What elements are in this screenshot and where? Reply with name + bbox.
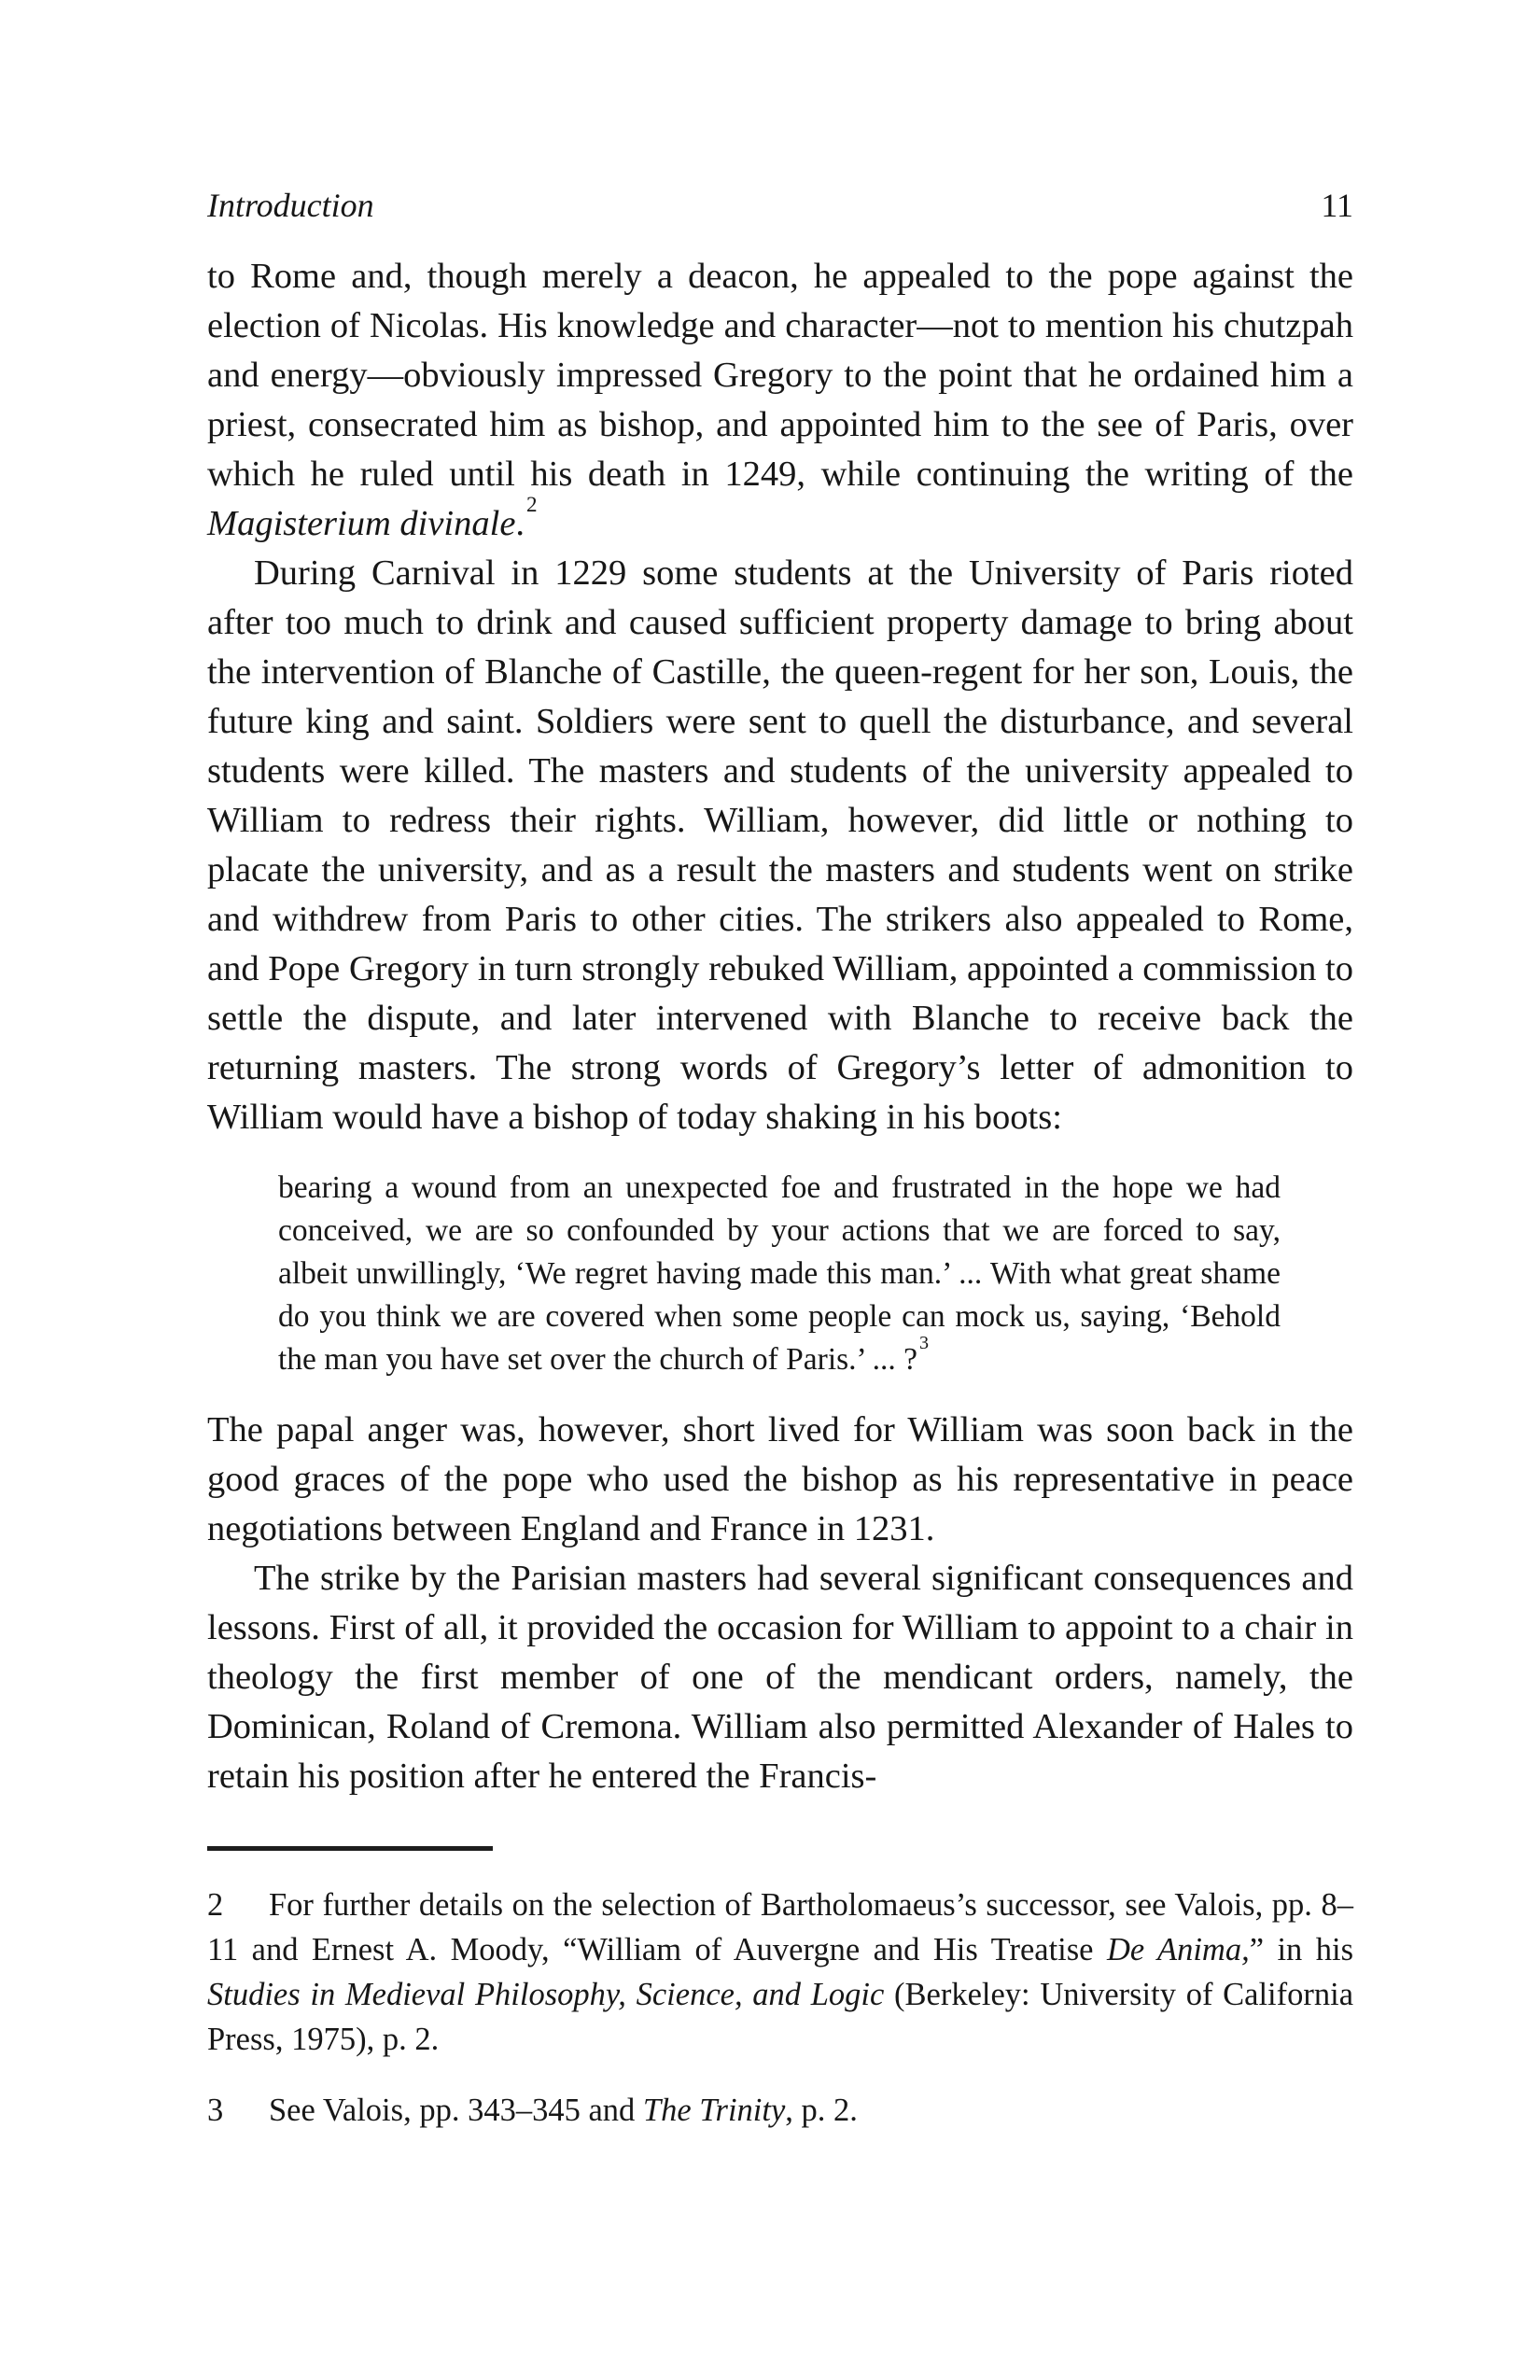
footnote-2-number: 2 [207,1887,224,1923]
paragraph-4: The strike by the Parisian masters had several significant consequences and lessons. First of all, it provided the occasion for William to appoint to a chair in theology the first member of one of the mendicant orders, namely, the Dominican, Roland of Cremona. William also permitted Alexander of Hales to retain his position after he entered the Francis- [207,1559,1353,1796]
footnote-3-text: See Valois, pp. 343–345 and The Trinity, p. 2. [269,2093,858,2128]
page-number: 11 [1321,187,1353,224]
page-content [207,185,1353,2159]
body-text [207,252,1353,1801]
block-quote: bearing a wound from an unexpected foe and frustrated in the hope we had conceived, we are so confounded by your actions that we are forced to say, albeit unwillingly, ‘We regret having made this man.’ ... With what great shame do you think we are covered when some people can mock us, saying, ‘Behold the man you have set over the church of Paris.’ ... ?$^3$ [278,1170,1281,1377]
footnote-3 [207,2088,1353,2133]
footnote-separator [207,1846,493,1851]
footnote-2-text: For further details on the selection of Bartholomaeus’s successor, see Valois, pp. 8–11 and Ernest A. Moody, “William of Auvergne and His Treatise De Anima,” in his Studies in Medieval Philosophy, Science, and Logic (Berkeley: University of California Press, 1975), p. 2. [207,1887,1354,2057]
section-title: Introduction [207,187,374,224]
footnote-2 [207,1883,1353,2062]
running-head [207,185,1353,226]
paragraph-2: During Carnival in 1229 some students at the University of Paris rioted after too much to drink and caused sufficient property damage to bring about the intervention of Blanche of Castille, the queen-regent for her son, Louis, the future king and saint. Soldiers were sent to quell the disturbance, and several students were killed. The masters and students of the university appealed to William to redress their rights. William, however, did little or nothing to placate the university, and as a result the masters and students went on strike and withdrew from Paris to other cities. The strikers also appealed to Rome, and Pope Gregory in turn strongly rebuked William, appointed a commission to settle the dispute, and later intervened with Blanche to receive back the returning masters. The strong words of Gregory’s letter of admonition to William would have a bishop of today shaking in his boots: [207,553,1353,1137]
footnote-3-number: 3 [207,2093,224,2128]
paragraph-3: The papal anger was, however, short lived for William was soon back in the good graces of the pope who used the bishop as his representative in peace negotiations between England and France in 1231. [207,1410,1353,1548]
paragraph-1: to Rome and, though merely a deacon, he appealed to the pope against the election of Nicolas. His knowledge and character—not to mention his chutzpah and energy—obviously impressed Gregory to the point that he ordained him a priest, consecrated him as bishop, and appointed him to the see of Paris, over which he ruled until his death in 1249, while continuing the writing of the Magisterium divinale.$^2$ [207,257,1353,543]
